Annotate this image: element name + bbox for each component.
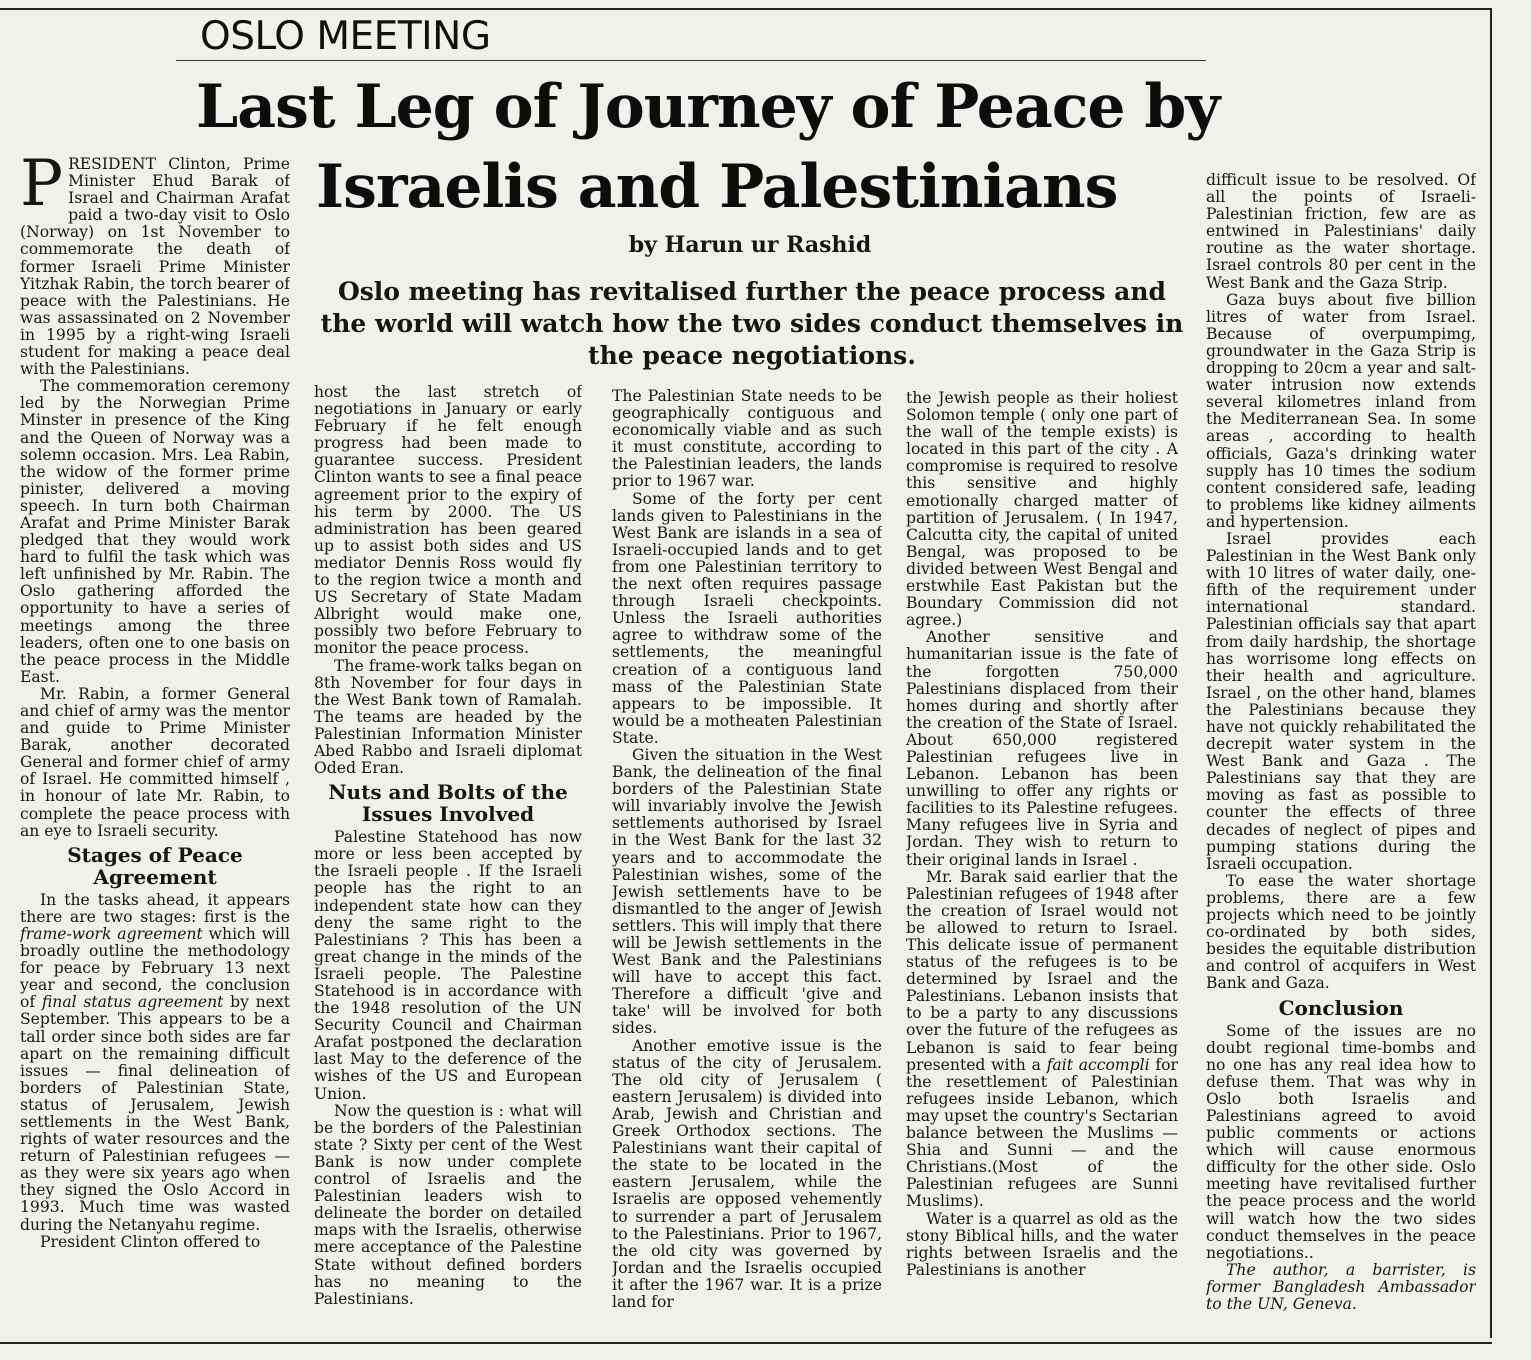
kicker-divider bbox=[176, 60, 1206, 61]
paragraph-text: Mr. Barak said earlier that the Palestinian refugees of 1948 after the creation of Israel would not be allowed to return to Israel. This delicate issue of permanent status of the refugees is to be determined by Israel and the Palestinians. Lebanon insists that to be a party to any discussions over the future of the refugees as Lebanon is said to fear being presented with a bbox=[906, 867, 1178, 1074]
standfirst: Oslo meeting has revitalised further the peace process and the world will watch how the two sides conduct themselves in the peace negotiations. bbox=[320, 277, 1184, 370]
paragraph-text: RESIDENT Clinton, Prime Minister Ehud Barak of Israel and Chairman Arafat paid a two-day visit to Oslo (Norway) on 1st November to commemorate the death of former Israeli Prime Minister Yitzhak Rabin, the torch bearer of peace with the Palestinians. He was assassinated on 2 November in 1995 by a right-wing Israeli student for making a peace deal with the Palestinians. bbox=[20, 156, 290, 379]
article-column-5 bbox=[1206, 172, 1476, 1338]
paragraph bbox=[20, 156, 290, 378]
author-note bbox=[1206, 1262, 1476, 1313]
italic-term: final status agreement bbox=[41, 993, 224, 1012]
paragraph-text: for the resettlement of Palestinian refugees inside Lebanon, which may upset the country's Sectarian balance between the Muslims — Shia and Sunni — and the Christians.(Most of the Palestinian refugees are Sunni Muslims). bbox=[906, 1055, 1178, 1211]
paragraph: Mr. Rabin, a former General and chief of army was the mentor and guide to Prime Minister Barak, another decorated General and former chief of army of Israel. He committed himself , in honour of late Mr. Rabin, to complete the peace process with an eye to Israeli security. bbox=[20, 684, 290, 840]
article-column-1 bbox=[20, 156, 290, 1336]
paragraph: Given the situation in the West Bank, the delineation of the final borders of the Palestinian State will invariably involve the Jewish settlements authorised by Israel in the West Bank for the last 32 years and to accommodate the Palestinian wishes, some of the Jewish settlements have to be dismantled to the anger of Jewish settlers. This will imply that there will be Jewish settlements in the West Bank and the Palestinians will have to accept this fact. Therefore a difficult 'give and take' will be involved for both sides. bbox=[612, 745, 882, 1038]
article-column-2 bbox=[314, 384, 582, 1336]
right-border-rule bbox=[1490, 8, 1492, 1338]
italic-term: frame-work agreement bbox=[20, 924, 203, 943]
paragraph: Another sensitive and humanitarian issue is the fate of the forgotten 750,000 Palestinians displaced from their homes during and shortly after the creation of the State of Israel. About 650,000 registered Palestinian refugees live in Lebanon. Lebanon has been unwilling to offer any rights or facilities to its Palestine refugees. Many refugees live in Syria and Jordan. They wish to return to their original lands in Israel . bbox=[906, 628, 1178, 869]
paragraph: The Palestinian State needs to be geographically contiguous and economically viable and as such it must constitute, according to the Palestinian leaders, the lands prior to 1967 war. bbox=[612, 388, 882, 491]
paragraph-text: which will broadly outline the methodology for peace by February 13 next year and second, the conclusion of bbox=[20, 924, 290, 1012]
paragraph bbox=[20, 892, 290, 1234]
paragraph: The frame-work talks began on 8th November for four days in the West Bank town of Ramalah. The teams are headed by the Palestinian Information Minister Abed Rabbo and Israeli diplomat Oded Eran. bbox=[314, 656, 582, 778]
author-note-text: The author, a barrister, is former Bangladesh Ambassador to the UN, Geneva. bbox=[1206, 1260, 1476, 1313]
paragraph: Another emotive issue is the status of the city of Jerusalem. The old city of Jerusalem ( eastern Jerusalem) is divided into Arab, Jewish and Christian and Greek Orthodox sections. The Palestinians want their capital of the state to be located in the eastern Jerusalem, while the Israelis are opposed vehemently to surrender a part of Jerusalem to the Palestinians. Prior to 1967, the old city was governed by Jordan and the Israelis occupied it after the 1967 war. It is a prize land for bbox=[612, 1036, 882, 1311]
subheading: Nuts and Bolts of the Issues Involved bbox=[328, 780, 568, 827]
subheading: Stages of Peace Agreement bbox=[67, 842, 243, 889]
paragraph: Now the question is : what will be the borders of the Palestinian state ? Sixty per cent of the West Bank is now under complete control of Israelis and the Palestinian leaders wish to delineate the border on detailed maps with the Israelis, otherwise mere acceptance of the Palestine State without defined borders has no meaning to the Palestinians. bbox=[314, 1101, 582, 1308]
italic-term: fait accompli bbox=[1046, 1055, 1150, 1074]
paragraph: The commemoration ceremony led by the Norwegian Prime Minster in presence of the King and the Queen of Norway was a solemn occasion. Mrs. Lea Rabin, the widow of the former prime pinister, delivered a moving speech. In turn both Chairman Arafat and Prime Minister Barak pledged that they would work hard to fulfil the task which was left unfinished by Mr. Rabin. The Oslo gathering afforded the opportunity to have a series of meetings among the three leaders, often one to one basis on the peace process in the Middle East. bbox=[20, 377, 290, 686]
top-border-rule bbox=[0, 8, 1492, 10]
section-kicker: OSLO MEETING bbox=[200, 14, 491, 59]
paragraph: difficult issue to be resolved. Of all the points of Israeli-Palestinian friction, few are as entwined in Palestinians' daily routine as the water shortage. Israel controls 80 per cent in the West Bank and the Gaza Strip. bbox=[1206, 172, 1476, 292]
subheading: Conclusion bbox=[1278, 995, 1404, 1020]
paragraph-text: by next September. This appears to be a tall order since both sides are far apart on the remaining difficult issues — final delineation of borders of Palestinian State, status of Jerusalem, Jewish settlements in the West Bank, rights of water resources and the return of Palestinian refugees — as they were six years ago when they signed the Oslo Accord in 1993. Much time was wasted during the Netanyahu regime. bbox=[20, 993, 290, 1234]
drop-cap: P bbox=[20, 156, 64, 221]
paragraph: President Clinton offered to bbox=[40, 1232, 261, 1251]
paragraph: Some of the issues are no doubt regional time-bombs and no one has any real idea how to defuse them. That was why in Oslo both Israelis and Palestinians agreed to avoid public comments or actions which will cause enormous difficulty for the other side. Oslo meeting have revitalised further the peace process and the world will watch how the two sides conduct themselves in the peace negotiations.. bbox=[1206, 1021, 1476, 1262]
byline: by Harun ur Rashid bbox=[628, 232, 872, 258]
article-column-3 bbox=[612, 388, 882, 1336]
paragraph: the Jewish people as their holiest Solomon temple ( only one part of the wall of the temple exists) is located in this part of the city . A compromise is required to resolve this sensitive and highly emotionally charged matter of partition of Jerusalem. ( In 1947, Calcutta city, the capital of united Bengal, was proposed to be divided between West Bengal and erstwhile East Pakistan but the Boundary Commission did not agree.) bbox=[906, 390, 1178, 630]
headline-line-1: Last Leg of Journey of Peace by bbox=[196, 72, 1220, 142]
paragraph: Gaza buys about five billion litres of water from Israel. Because of overpumpimg, groundwater in the Gaza Strip is dropping to 20cm a year and salt-water intrusion now extends several kilometres inland from the Mediterranean Sea. In some areas , according to health officials, Gaza's drinking water supply has 10 times the sodium content considered safe, leading to problems like kidney ailments and hypertension. bbox=[1206, 290, 1476, 531]
paragraph: Palestine Statehood has now more or less been accepted by the Israeli people . If the Israeli people has the right to an independent state how can they deny the same right to the Palestinians ? This has been a great change in the minds of the Israeli people. The Palestine Statehood is in accordance with the 1948 resolution of the UN Security Council and Chairman Arafat postponed the declaration last May to the deference of the wishes of the US and European Union. bbox=[314, 828, 582, 1103]
paragraph: host the last stretch of negotiations in January or early February if he felt enough progress had been made to guarantee success. President Clinton wants to see a final peace agreement prior to the expiry of his term by 2000. The US administration has been geared up to assist both sides and US mediator Dennis Ross would fly to the region twice a month and US Secretary of State Madam Albright would make one, possibly two before February to monitor the peace process. bbox=[314, 384, 582, 658]
paragraph: Water is a quarrel as old as the stony Biblical hills, and the water rights between Israelis and the Palestinians is another bbox=[906, 1209, 1178, 1279]
paragraph: To ease the water shortage problems, there are a few projects which need to be jointly co-ordinated by both sides, besides the equitable distribution and control of acquifers in West Bank and Gaza. bbox=[1206, 871, 1476, 993]
article-column-4 bbox=[906, 390, 1178, 1336]
paragraph-text: In the tasks ahead, it appears there are two stages: first is the bbox=[20, 890, 290, 926]
bottom-border-rule bbox=[0, 1342, 1492, 1344]
paragraph: Some of the forty per cent lands given to Palestinians in the West Bank are islands in a sea of Israeli-occupied lands and to get from one Palestinian territory to the next often requires passage through Israeli checkpoints. Unless the Israeli authorities agree to withdraw some of the settlements, the meaningful creation of a contiguous land mass of the Palestinian State appears to be impossible. It would be a motheaten Palestinian State. bbox=[612, 489, 882, 747]
paragraph bbox=[906, 869, 1178, 1211]
headline-line-2: Israelis and Palestinians bbox=[316, 152, 1118, 222]
paragraph: Israel provides each Palestinian in the West Bank only with 10 litres of water daily, one-fifth of the requirement under international standard. Palestinian officials say that apart from daily hardship, the shortage has worrisome long effects on their health and agriculture. Israel , on the other hand, blames the Palestinians because they have not quickly rehabilitated the decrepit water system in the West Bank and Gaza . The Palestinians say that they are moving as fast as possible to counter the effects of three decades of neglect of pipes and pumping stations during the Israeli occupation. bbox=[1206, 529, 1476, 873]
